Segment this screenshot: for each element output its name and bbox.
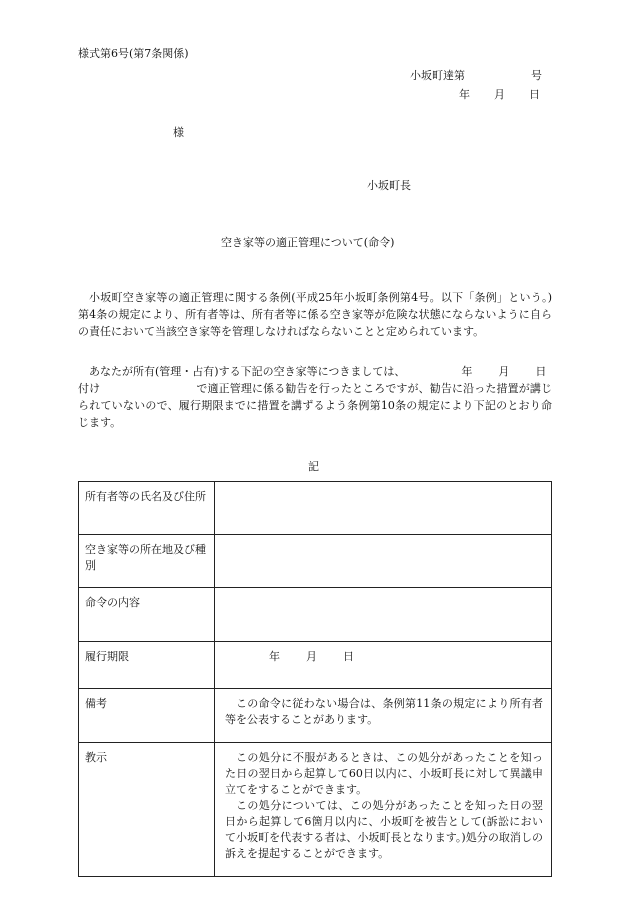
- table-row: [79, 482, 552, 535]
- order-content-value: [215, 588, 552, 642]
- issue-date-day-label: 日: [529, 88, 540, 101]
- table-row: [79, 689, 552, 743]
- instruction-text-1: この処分に不服があるときは、この処分があったことを知った日の翌日から起算して60日以内に、小坂町長に対して異議申立てをすることができます。: [225, 751, 543, 796]
- document-number-suffix: 号: [531, 69, 542, 82]
- body-paragraph-2: [78, 363, 552, 431]
- form-number: 様式第6号(第7条関係): [78, 47, 189, 60]
- location-value: [215, 535, 552, 588]
- deadline-year-label: 年: [269, 650, 280, 663]
- deadline-value: [215, 642, 552, 689]
- document-title: 空き家等の適正管理について(命令): [221, 236, 395, 249]
- table-row: [79, 535, 552, 588]
- addressee-honorific: 様: [173, 126, 184, 139]
- paragraph-2-body: で適正管理に係る勧告を行ったところですが、勧告に沿った措置が講じられていないので、履行期限までに措置を講ずるよう条例第10条の規定により下記のとおり命じます。: [78, 382, 553, 429]
- instruction-text-2: この処分については、この処分があったことを知った日の翌日から起算して6箇月以内に、小坂町を被告として(訴訟において小坂町を代表する者は、小坂町長となります。)処分の取消しの訴えを提起することができます。: [225, 799, 543, 860]
- sender-name: 小坂町長: [367, 179, 411, 192]
- table-row: [79, 588, 552, 642]
- table-row: [79, 642, 552, 689]
- paragraph-2-dated-label: 付け: [78, 382, 101, 395]
- owner-label: 所有者等の氏名及び住所: [79, 482, 215, 535]
- ki-heading: 記: [308, 460, 319, 473]
- issue-date-year-label: 年: [459, 88, 470, 101]
- document-number-prefix: 小坂町達第: [410, 69, 465, 82]
- order-content-label: 命令の内容: [79, 588, 215, 642]
- paragraph-2-year-label: 年: [461, 365, 473, 378]
- paragraph-2-month-label: 月: [498, 365, 510, 378]
- location-label: 空き家等の所在地及び種別: [79, 535, 215, 588]
- body-paragraph-1: 小坂町空き家等の適正管理に関する条例(平成25年小坂町条例第4号。以下「条例」という。)第4条の規定により、所有者等は、所有者等に係る空き家等が危険な状態にならないように自らの責任において当該空き家等を管理しなければならないことと定められています。: [78, 291, 552, 338]
- order-details-table: [78, 481, 552, 877]
- deadline-day-label: 日: [343, 650, 354, 663]
- issue-date-month-label: 月: [494, 88, 505, 101]
- instruction-label: 教示: [79, 743, 215, 877]
- remarks-text: この命令に従わない場合は、条例第11条の規定により所有者等を公表することがあります。: [215, 689, 552, 743]
- paragraph-2-day-label: 日: [535, 365, 547, 378]
- remarks-label: 備考: [79, 689, 215, 743]
- instruction-cell: [215, 743, 552, 877]
- deadline-month-label: 月: [306, 650, 317, 663]
- paragraph-2-intro: あなたが所有(管理・占有)する下記の空き家等につきましては、: [89, 365, 406, 378]
- table-row: [79, 743, 552, 877]
- owner-value: [215, 482, 552, 535]
- deadline-label: 履行期限: [79, 642, 215, 689]
